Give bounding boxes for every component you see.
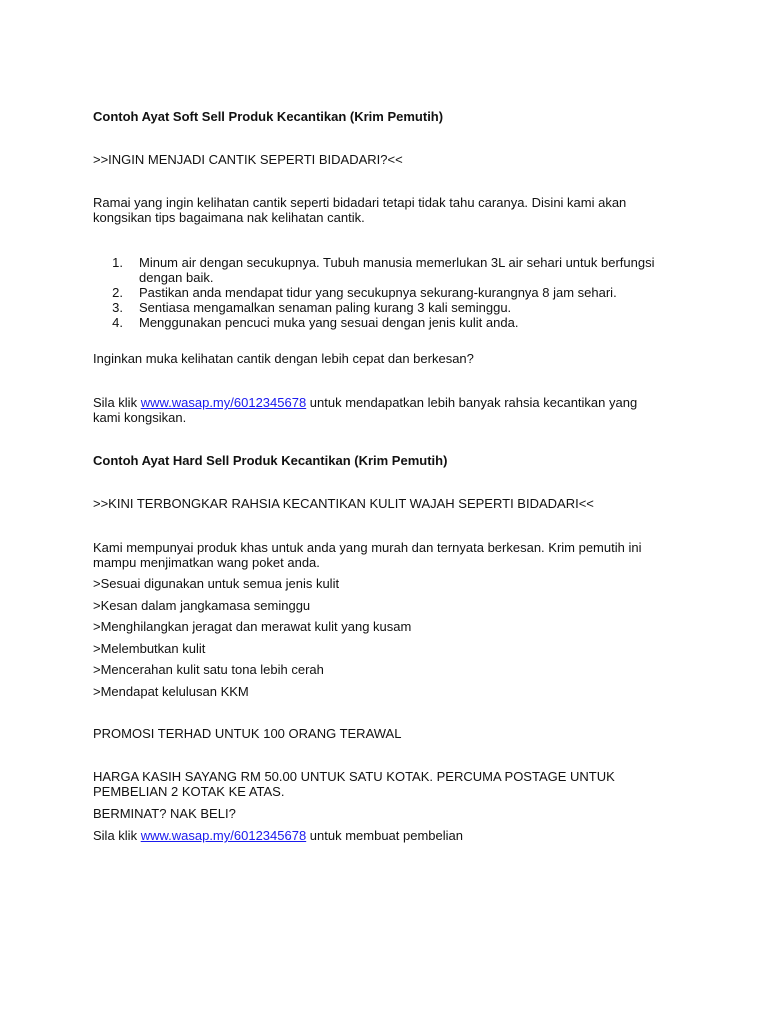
hard-sell-intro: Kami mempunyai produk khas untuk anda yang murah dan ternyata berkesan. Krim pemutih ini mampu menjimatkan wang poket anda. bbox=[93, 540, 642, 570]
list-item-text: Pastikan anda mendapat tidur yang secukupnya sekurang-kurangnya 8 jam sehari. bbox=[139, 285, 617, 300]
benefit-item: >Mencerahan kulit satu tona lebih cerah bbox=[93, 662, 324, 677]
soft-sell-intro: Ramai yang ingin kelihatan cantik seperti bidadari tetapi tidak tahu caranya. Disini kami akan kongsikan tips bagaimana nak kelihatan cantik. bbox=[93, 195, 627, 225]
benefit-item: >Mendapat kelulusan KKM bbox=[93, 684, 249, 699]
list-item bbox=[103, 255, 683, 285]
soft-sell-headline: >>INGIN MENJADI CANTIK SEPERTI BIDADARI?<< bbox=[93, 152, 403, 167]
list-number: 1. bbox=[112, 255, 123, 270]
list-item bbox=[103, 285, 683, 300]
cta-prefix: Sila klik bbox=[93, 395, 141, 410]
cta-prefix: Sila klik bbox=[93, 828, 141, 843]
list-number: 3. bbox=[112, 300, 123, 315]
cta-suffix: untuk membuat pembelian bbox=[306, 828, 463, 843]
hard-sell-title: Contoh Ayat Hard Sell Produk Kecantikan (Krim Pemutih) bbox=[93, 453, 448, 468]
soft-sell-cta bbox=[93, 395, 668, 425]
whatsapp-link[interactable]: www.wasap.my/6012345678 bbox=[140, 828, 307, 843]
hard-sell-headline: >>KINI TERBONGKAR RAHSIA KECANTIKAN KULIT WAJAH SEPERTI BIDADARI<< bbox=[93, 496, 594, 511]
list-number: 4. bbox=[112, 315, 123, 330]
benefit-item: >Kesan dalam jangkamasa seminggu bbox=[93, 598, 311, 613]
benefit-item: >Sesuai digunakan untuk semua jenis kulit bbox=[93, 576, 340, 591]
price-text: HARGA KASIH SAYANG RM 50.00 UNTUK SATU KOTAK. PERCUMA POSTAGE UNTUK PEMBELIAN 2 KOTAK KE ATAS. bbox=[93, 769, 615, 799]
list-number: 2. bbox=[112, 285, 123, 300]
promo-text: PROMOSI TERHAD UNTUK 100 ORANG TERAWAL bbox=[93, 726, 402, 741]
benefit-item: >Menghilangkan jeragat dan merawat kulit yang kusam bbox=[93, 619, 412, 634]
interest-text: BERMINAT? NAK BELI? bbox=[93, 806, 236, 821]
list-item-text: Sentiasa mengamalkan senaman paling kurang 3 kali seminggu. bbox=[139, 300, 512, 315]
list-item-text: Menggunakan pencuci muka yang sesuai dengan jenis kulit anda. bbox=[139, 315, 519, 330]
list-item bbox=[103, 315, 683, 330]
hard-sell-cta bbox=[93, 828, 693, 843]
tips-list bbox=[103, 255, 683, 330]
cta-suffix: untuk mendapatkan lebih banyak rahsia kecantikan yang kami kongsikan. bbox=[93, 395, 638, 425]
soft-sell-title: Contoh Ayat Soft Sell Produk Kecantikan (Krim Pemutih) bbox=[93, 109, 444, 124]
list-item bbox=[103, 300, 683, 315]
list-item-text: Minum air dengan secukupnya. Tubuh manusia memerlukan 3L air sehari untuk berfungsi dengan baik. bbox=[139, 255, 655, 285]
soft-sell-question: Inginkan muka kelihatan cantik dengan lebih cepat dan berkesan? bbox=[93, 351, 474, 366]
benefit-item: >Melembutkan kulit bbox=[93, 641, 206, 656]
whatsapp-link[interactable]: www.wasap.my/6012345678 bbox=[140, 395, 307, 410]
